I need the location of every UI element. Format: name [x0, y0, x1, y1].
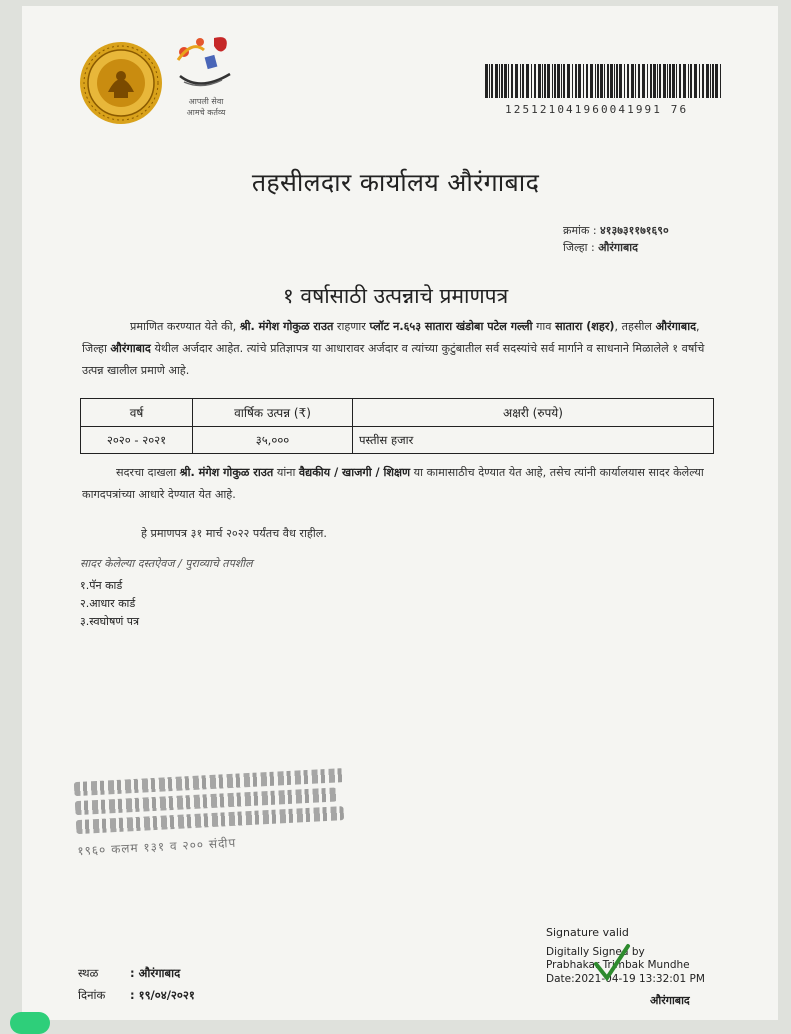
barcode-bar	[694, 64, 697, 98]
cell-income: ३५,०००	[193, 427, 353, 454]
barcode-bar	[554, 64, 556, 98]
barcode-bar	[614, 64, 615, 98]
barcode-bar	[491, 64, 493, 98]
barcode-bar	[672, 64, 675, 98]
purpose-paragraph: सदरचा दाखला श्री. मंगेश गोकुळ राउत यांना वैद्यकीय / खाजगी / शिक्षण या कामासाठीच देण्यात येत आहे, तसेच त्यांनी कार्यालयास सादर केलेल्या कागदपत्रांच्या आधारे देण्यात येत आहे.	[82, 466, 704, 501]
barcode-bar	[583, 64, 584, 98]
date-line: दिनांक : १९/०४/२०२१	[78, 988, 195, 1002]
barcode-bar	[663, 64, 666, 98]
barcode-bar	[659, 64, 661, 98]
barcode-bar	[595, 64, 596, 98]
barcode-bar	[572, 64, 573, 98]
barcode-bar	[604, 64, 605, 98]
barcode-bar	[485, 64, 488, 98]
barcode-bar	[557, 64, 560, 98]
aaple-sarkar-logo	[170, 32, 242, 124]
barcode-bar	[544, 64, 546, 98]
district-line: जिल्हा : औरंगाबाद	[563, 241, 638, 254]
certificate-number: क्रमांक : ४१३७३११७१६९०	[563, 224, 669, 237]
barcode-bar	[520, 64, 521, 98]
barcode-bar	[710, 64, 711, 98]
barcode-bar	[715, 64, 718, 98]
barcode-bar	[720, 64, 721, 98]
certificate-meta	[563, 222, 669, 256]
barcode-bar	[600, 64, 603, 98]
barcode-bar	[607, 64, 609, 98]
barcode-bar	[676, 64, 677, 98]
signature-status: Signature valid	[546, 926, 629, 939]
barcode-bar	[531, 64, 532, 98]
barcode-bar	[590, 64, 593, 98]
documents-list	[80, 555, 253, 631]
signature-place: औरंगाबाद	[650, 994, 690, 1007]
stamp-text: १९६० कलम १३१ व २०० संदीप	[77, 835, 237, 859]
barcode-bar	[563, 64, 565, 98]
barcode-bar	[690, 64, 692, 98]
column-header-income: वार्षिक उत्पन्न (₹)	[193, 399, 353, 427]
barcode-bar	[575, 64, 577, 98]
barcode-bar	[631, 64, 634, 98]
barcode-bar	[679, 64, 681, 98]
barcode-bar	[578, 64, 581, 98]
green-corner-mark	[10, 1012, 50, 1034]
barcode-bar	[511, 64, 513, 98]
barcode-bar	[597, 64, 599, 98]
barcode-bar	[522, 64, 524, 98]
barcode-bar	[504, 64, 507, 98]
cell-year: २०२० - २०२१	[81, 427, 193, 454]
table-header-row	[81, 399, 714, 427]
barcode-bar	[538, 64, 541, 98]
barcode-bar	[619, 64, 622, 98]
validity-statement: हे प्रमाणपत्र ३१ मार्च २०२२ पर्यंतच वैध राहील.	[141, 527, 327, 540]
documents-heading: सादर केलेल्या दस्तऐवज / पुराव्याचे तपशील	[80, 557, 253, 570]
barcode-bar	[561, 64, 562, 98]
barcode-bar	[650, 64, 652, 98]
barcode-bar	[638, 64, 640, 98]
barcode-bar	[635, 64, 636, 98]
barcode-bar	[647, 64, 648, 98]
digital-signature-block: Signature valid Digitally Signed by Prabhakar Trimbak Mundhe Date:2021-04-19 13:32:01 PM	[546, 926, 705, 985]
barcode-bar	[547, 64, 550, 98]
office-title: तहसीलदार कार्यालय औरंगाबाद	[251, 168, 540, 197]
barcode-bar	[515, 64, 518, 98]
barcode-number: 125121041960041991 76	[505, 103, 689, 116]
barcode-bar	[610, 64, 613, 98]
barcode-bar	[624, 64, 625, 98]
barcode-bar	[657, 64, 658, 98]
barcode-bar	[688, 64, 689, 98]
logo-tagline: आपली सेवा आमचे कर्तव्य	[186, 97, 226, 117]
government-seal-logo	[78, 40, 164, 126]
barcode-bar	[499, 64, 500, 98]
barcode-bar	[526, 64, 529, 98]
signer-name: Prabhakar Trimbak Mundhe	[546, 959, 690, 971]
barcode-bar	[567, 64, 570, 98]
certificate-title: १ वर्षासाठी उत्पन्नाचे प्रमाणपत्र	[282, 284, 509, 308]
barcode-bar	[683, 64, 686, 98]
barcode-bar	[616, 64, 618, 98]
signature-date: Date:2021-04-19 13:32:01 PM	[546, 972, 705, 985]
column-header-year: वर्ष	[81, 399, 193, 427]
barcode-bar	[586, 64, 588, 98]
barcode-bar	[534, 64, 536, 98]
barcode-bar	[706, 64, 709, 98]
applicant-address: प्लॉट न.६५३ सातारा खंडोबा पटेल गल्ली	[369, 320, 533, 333]
barcode-bar	[653, 64, 656, 98]
barcode-bar	[542, 64, 543, 98]
barcode-bar	[627, 64, 629, 98]
applicant-name: श्री. मंगेश गोकुळ राउत	[239, 320, 334, 333]
place-line: स्थळ : औरंगाबाद	[78, 966, 181, 980]
list-item: १.पॅन कार्ड	[80, 579, 123, 592]
barcode-bar	[508, 64, 509, 98]
barcode-bar	[667, 64, 668, 98]
purpose-text: वैद्यकीय / खाजगी / शिक्षण	[298, 466, 411, 479]
certification-paragraph: प्रमाणित करण्यात येते की, श्री. मंगेश गोकुळ राउत राहणार प्लॉट न.६५३ सातारा खंडोबा पटेल गल्ली गाव सातारा (शहर), तहसील औरंगाबाद, जिल्हा औरंगाबाद येथील अर्जदार आहेत. त्यांचे प्रतिज्ञापत्र या आधारावर अर्जदार व त्यांच्या कुटुंबातील सर्व सदस्यांचे सर्व मार्गाने व साधनाने मिळालेले १ वर्षाचे उत्पन्न खालील प्रमाणे आहे.	[82, 320, 705, 377]
table-row	[81, 427, 714, 454]
income-table	[80, 398, 714, 454]
barcode-bar	[495, 64, 498, 98]
barcode-bar	[699, 64, 700, 98]
barcode-bar	[552, 64, 553, 98]
place-date-block	[78, 962, 195, 1006]
barcode-bar	[501, 64, 503, 98]
list-item: २.आधार कार्ड	[80, 597, 136, 610]
rubber-stamp	[74, 768, 350, 874]
barcode-bar	[489, 64, 490, 98]
list-item: ३.स्वघोषणं पत्र	[80, 615, 140, 628]
column-header-words: अक्षरी (रुपये)	[353, 399, 714, 427]
barcode-bar	[642, 64, 645, 98]
barcode-bar	[702, 64, 704, 98]
barcode	[485, 64, 723, 98]
cell-income-words: पस्तीस हजार	[353, 427, 714, 454]
green-check-icon	[592, 942, 632, 988]
barcode-bar	[669, 64, 671, 98]
barcode-bar	[712, 64, 714, 98]
